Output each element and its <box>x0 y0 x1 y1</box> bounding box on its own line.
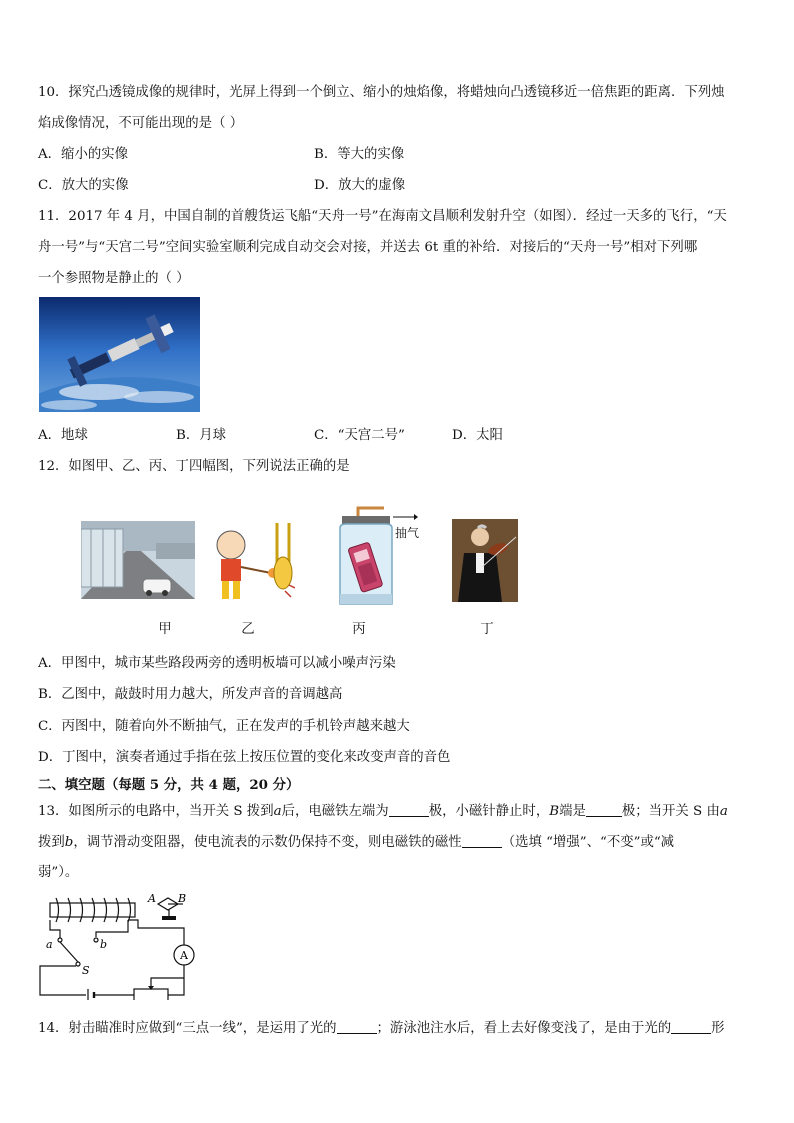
q14-stem <box>38 1019 725 1038</box>
q13-text-4: 端是 <box>559 804 586 819</box>
q13-text-3: 极，小磁针静止时， <box>428 804 550 819</box>
q10-stem-line2: 焰成像情况，不可能出现的是（ ） <box>38 116 244 131</box>
circuit-label-S: S <box>82 964 90 977</box>
q13-text-5: 极；当开关 S 由 <box>621 804 720 819</box>
q13-blank-3[interactable] <box>462 833 502 848</box>
q12-option-a[interactable]: A．甲图中，城市某些路段两旁的透明板墙可以减小噪声污染 <box>38 656 396 671</box>
drum-boy-image <box>205 523 295 609</box>
q13-stem-line3: 弱”）。 <box>38 865 79 880</box>
q13-var-b: b <box>64 835 74 850</box>
q12-option-c[interactable]: C．丙图中，随着向外不断抽气，正在发声的手机铃声越来越大 <box>38 719 410 734</box>
q14-text-1: 14．射击瞄准时应做到“三点一线”，是运用了光的 <box>38 1021 337 1036</box>
ammeter-label: A <box>180 949 188 962</box>
q13-line2-text-2: ，调节滑动变阻器，使电流表的示数仍保持不变，则电磁铁的磁性 <box>73 835 462 850</box>
q13-stem-line2 <box>38 833 674 852</box>
q13-var-a-end: a <box>719 804 728 819</box>
q11-stem-line3: 一个参照物是静止的（ ） <box>38 271 190 286</box>
circuit-label-b: b <box>100 938 108 951</box>
arrow-right-icon <box>392 512 418 522</box>
q11-option-b[interactable]: B．月球 <box>176 428 227 443</box>
pump-label: 抽气 <box>395 526 420 540</box>
q10-option-d[interactable]: D．放大的虚像 <box>314 178 406 193</box>
q12-option-d[interactable]: D．丁图中，演奏者通过手指在弦上按压位置的变化来改变声音的音色 <box>38 750 451 765</box>
space-station-image <box>39 297 200 412</box>
bell-jar-phone-image <box>336 506 396 608</box>
q13-var-B: B <box>549 804 560 819</box>
q12-stem: 12．如图甲、乙、丙、丁四幅图，下列说法正确的是 <box>38 459 350 474</box>
q13-var-a: a <box>273 804 282 819</box>
electromagnet-circuit-diagram <box>38 890 210 1000</box>
caption-yi: 乙 <box>241 622 255 637</box>
road-barrier-image <box>81 521 195 599</box>
q14-blank-2[interactable] <box>671 1019 711 1034</box>
q10-stem-line1: 10．探究凸透镜成像的规律时，光屏上得到一个倒立、缩小的烛焰像，将蜡烛向凸透镜移近一倍焦距的距离．下列烛 <box>38 85 725 100</box>
q11-stem-line2: 舟一号”与“天宫二号”空间实验室顺利完成自动交会对接，并送去 6t 重的补给．对接后的“天舟一号”相对下列哪 <box>38 240 698 255</box>
circuit-label-a: a <box>46 938 53 951</box>
q10-option-a[interactable]: A．缩小的实像 <box>38 147 129 162</box>
q13-text-1: 13．如图所示的电路中，当开关 S 拨到 <box>38 804 274 819</box>
circuit-label-B: B <box>178 892 187 905</box>
q13-line2-text-1: 拨到 <box>38 835 65 850</box>
q14-blank-1[interactable] <box>337 1019 377 1034</box>
q13-blank-1[interactable] <box>389 802 429 817</box>
q13-line2-text-3: （选填 “增强”、“不变”或“减 <box>501 835 675 850</box>
q11-option-d[interactable]: D．太阳 <box>452 428 503 443</box>
q14-text-2: ；游泳池注水后，看上去好像变浅了，是由于光的 <box>376 1021 672 1036</box>
q10-option-c[interactable]: C．放大的实像 <box>38 178 129 193</box>
q11-stem-line1: 11．2017 年 4 月，中国自制的首艘货运飞船“天舟一号”在海南文昌顺利发射升空（如图）．经过一天多的飞行，“天 <box>38 209 727 224</box>
circuit-label-A: A <box>148 892 156 905</box>
q14-text-3: 形 <box>711 1021 725 1036</box>
section-fill-in-title: 二、填空题（每题 5 分，共 4 题，20 分） <box>38 777 300 793</box>
q13-text-2: 后，电磁铁左端为 <box>281 804 389 819</box>
caption-ding: 丁 <box>480 622 494 637</box>
q11-option-a[interactable]: A．地球 <box>38 428 88 443</box>
q12-option-b[interactable]: B．乙图中，敲鼓时用力越大，所发声音的音调越高 <box>38 687 343 702</box>
caption-bing: 丙 <box>352 622 366 637</box>
q11-option-c[interactable]: C．“天宫二号” <box>314 428 405 443</box>
q13-stem-line1 <box>38 802 728 821</box>
q13-blank-2[interactable] <box>586 802 622 817</box>
violinist-image <box>452 519 518 602</box>
caption-jia: 甲 <box>158 622 172 637</box>
q10-option-b[interactable]: B．等大的实像 <box>314 147 405 162</box>
